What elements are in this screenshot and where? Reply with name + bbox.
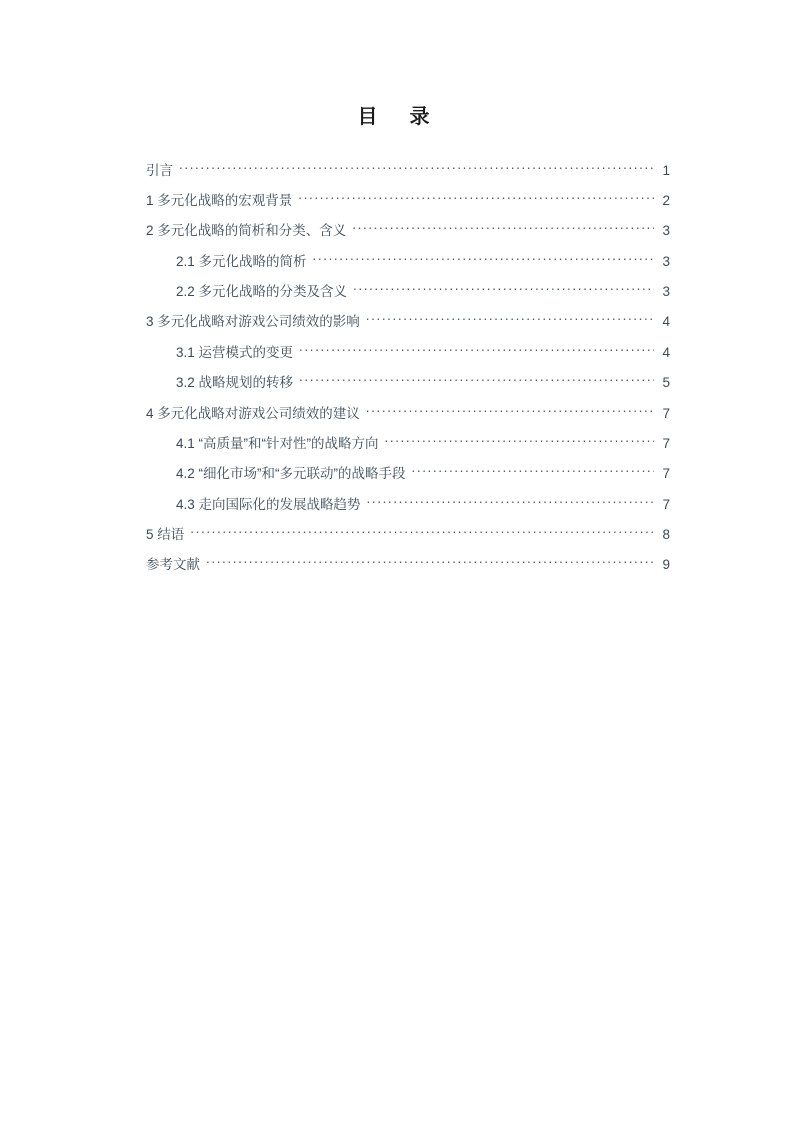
toc-leader-dots: [367, 495, 654, 509]
table-of-contents: [146, 155, 670, 580]
toc-entry-page-number: 7: [662, 405, 670, 421]
toc-entry-label: 1 多元化战略的宏观背景: [146, 192, 293, 208]
toc-entry[interactable]: [146, 428, 670, 458]
toc-entry[interactable]: [146, 337, 670, 367]
toc-leader-dots: [299, 374, 654, 388]
toc-leader-dots: [206, 556, 654, 570]
toc-leader-dots: [352, 222, 654, 236]
toc-entry-page-number: 4: [662, 344, 670, 360]
toc-entry[interactable]: [146, 398, 670, 428]
toc-entry-page-number: 9: [662, 557, 670, 573]
toc-leader-dots: [190, 526, 654, 540]
toc-leader-dots: [313, 252, 654, 266]
toc-entry-page-number: 7: [662, 435, 670, 451]
toc-entry-label: 2.1 多元化战略的简析: [176, 253, 307, 269]
toc-entry[interactable]: [146, 155, 670, 185]
toc-entry[interactable]: [146, 368, 670, 398]
toc-entry[interactable]: [146, 459, 670, 489]
toc-entry-label: 参考文献: [146, 557, 200, 573]
toc-entry-page-number: 3: [662, 284, 670, 299]
toc-leader-dots: [299, 343, 654, 357]
toc-entry-page-number: 7: [662, 466, 670, 482]
toc-entry[interactable]: [146, 277, 670, 307]
toc-leader-dots: [353, 283, 654, 297]
toc-entry-label: 4.2 “细化市场”和“多元联动”的战略手段: [176, 466, 406, 482]
toc-leader-dots: [366, 313, 654, 327]
toc-entry-page-number: 3: [662, 223, 670, 239]
page-title: 目 录: [357, 106, 436, 128]
toc-entry-page-number: 5: [662, 375, 670, 391]
toc-entry-label: 引言: [146, 162, 173, 178]
toc-leader-dots: [385, 434, 655, 448]
toc-entry-page-number: 2: [662, 192, 670, 208]
toc-entry[interactable]: [146, 489, 670, 519]
toc-entry-label: 3.1 运营模式的变更: [176, 344, 294, 360]
toc-entry-page-number: 8: [662, 527, 670, 542]
toc-leader-dots: [412, 465, 655, 479]
toc-entry-page-number: 4: [662, 314, 670, 330]
toc-entry[interactable]: [146, 185, 670, 215]
toc-leader-dots: [179, 161, 654, 175]
toc-entry-label: 2.2 多元化战略的分类及含义: [176, 284, 348, 299]
toc-entry-page-number: 1: [662, 162, 670, 178]
toc-entry[interactable]: [146, 520, 670, 550]
toc-entry[interactable]: [146, 246, 670, 276]
toc-entry-label: 5 结语: [146, 527, 185, 542]
toc-entry[interactable]: [146, 307, 670, 337]
toc-entry-label: 4.1 “高质量”和“针对性”的战略方向: [176, 435, 379, 451]
toc-entry-page-number: 3: [662, 253, 670, 269]
toc-entry-label: 4 多元化战略对游戏公司绩效的建议: [146, 405, 360, 421]
toc-entry-label: 3 多元化战略对游戏公司绩效的影响: [146, 314, 360, 330]
toc-entry-label: 4.3 走向国际化的发展战略趋势: [176, 496, 361, 512]
toc-entry-label: 2 多元化战略的简析和分类、含义: [146, 223, 347, 239]
toc-entry-label: 3.2 战略规划的转移: [176, 375, 294, 391]
toc-entry-page-number: 7: [662, 496, 670, 512]
toc-leader-dots: [366, 404, 654, 418]
toc-entry[interactable]: [146, 550, 670, 580]
toc-leader-dots: [298, 191, 654, 205]
toc-entry[interactable]: [146, 216, 670, 246]
